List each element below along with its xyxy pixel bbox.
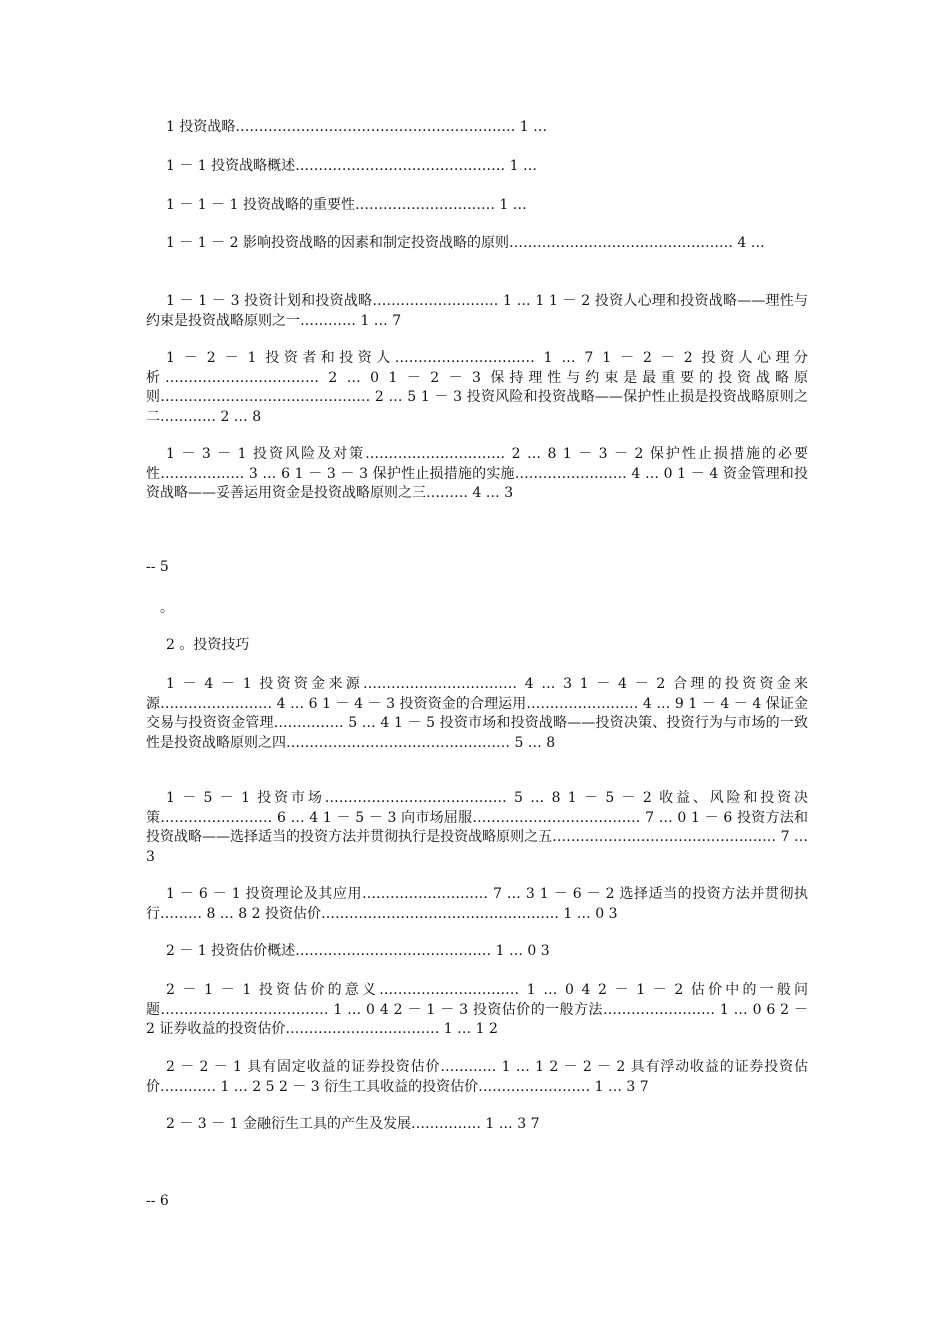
toc-entry: 1 － 1 投资战略概述……………………………………… 1 … xyxy=(166,158,537,174)
small-mark: 。 xyxy=(160,600,174,616)
toc-entry: 1 － 1 － 2 影响投资战略的因素和制定投资战略的原则………………………………………… 4 … xyxy=(166,235,765,251)
page-number-marker: -- 5 xyxy=(146,559,169,575)
toc-entry: 2 － 2 － 1 具有固定收益的证券投资估价………… 1 … 1 2 － 2 － 2 具有浮动收益的证券投资估价………… 1 … 2 5 2 － 3 衍生工具收益的投资估价…………………… 1 … 3 7 xyxy=(146,1059,808,1095)
toc-entry: 1 － 5 － 1 投资市场………………………………… 5 … 8 1 － 5 － 2 收益、风险和投资决策…………………… 6 … 4 1 － 5 － 3 向市场屈服……………………………… 7 … 0 1 － 6 投资方法和投资战略——选择适当的投资方法并贯彻执行是投资战略原则之五………………………………………… 7 … 3 xyxy=(146,790,808,865)
toc-entry: 1 － 3 － 1 投资风险及对策………………………… 2 … 8 1 － 3 － 2 保护性止损措施的必要性……………… 3 … 6 1 － 3 － 3 保护性止损措施的实施…………………… 4 … 0 1 － 4 资金管理和投资战略——妥善运用资金是投资战略原则之三……… 4 … 3 xyxy=(146,446,808,501)
toc-entry: 1 投资战略…………………………………………………… 1 … xyxy=(166,119,548,135)
toc-entry: 1 － 4 － 1 投资资金来源…………………………… 4 … 3 1 － 4 － 2 合理的投资资金来源…………………… 4 … 6 1 － 4 － 3 投资资金的合理运用…………………… 4 … 9 1 － 4 － 4 保证金交易与投资资金管理…………… 5 … 4 1 － 5 投资市场和投资战略——投资决策、投资行为与市场的一致性是投资战略原则之四………………………………………… 5 … 8 xyxy=(146,676,808,751)
section-heading: 2 。投资技巧 xyxy=(166,637,250,653)
toc-entry: 1 － 6 － 1 投资理论及其应用……………………… 7 … 3 1 － 6 － 2 选择适当的投资方法并贯彻执行……… 8 … 8 2 投资估价…………………………………………… 1 … 0 3 xyxy=(146,886,808,922)
toc-entry: 2 － 1 投资估价概述…………………………………… 1 … 0 3 xyxy=(166,943,550,959)
toc-entry: 1 － 1 － 1 投资战略的重要性………………………… 1 … xyxy=(166,197,527,213)
toc-entry: 1 － 2 － 1 投资者和投资人………………………… 1 … 7 1 － 2 － 2 投资人心理分析…………………………… 2 … 0 1 － 2 － 3 保持理性与约束是最重要的投资战略原则……………………………………… 2 … 5 1 － 3 投资风险和投资战略——保护性止损是投资战略原则之二………… 2 … 8 xyxy=(146,350,808,425)
toc-entry: 1 － 1 － 3 投资计划和投资战略……………………… 1 … 1 1 － 2 投资人心理和投资战略——理性与约束是投资战略原则之一………… 1 … 7 xyxy=(146,293,808,329)
toc-entry: 2 － 1 － 1 投资估价的意义………………………… 1 … 0 4 2 － 1 － 2 估价中的一般问题……………………………… 1 … 0 4 2 － 1 － 3 投资估价的一般方法…………………… 1 … 0 6 2 － 2 证券收益的投资估价…………………………… 1 … 1 2 xyxy=(146,982,808,1037)
page-number-marker: -- 6 xyxy=(146,1193,169,1209)
toc-entry: 2 － 3 － 1 金融衍生工具的产生及发展…………… 1 … 3 7 xyxy=(166,1116,540,1132)
